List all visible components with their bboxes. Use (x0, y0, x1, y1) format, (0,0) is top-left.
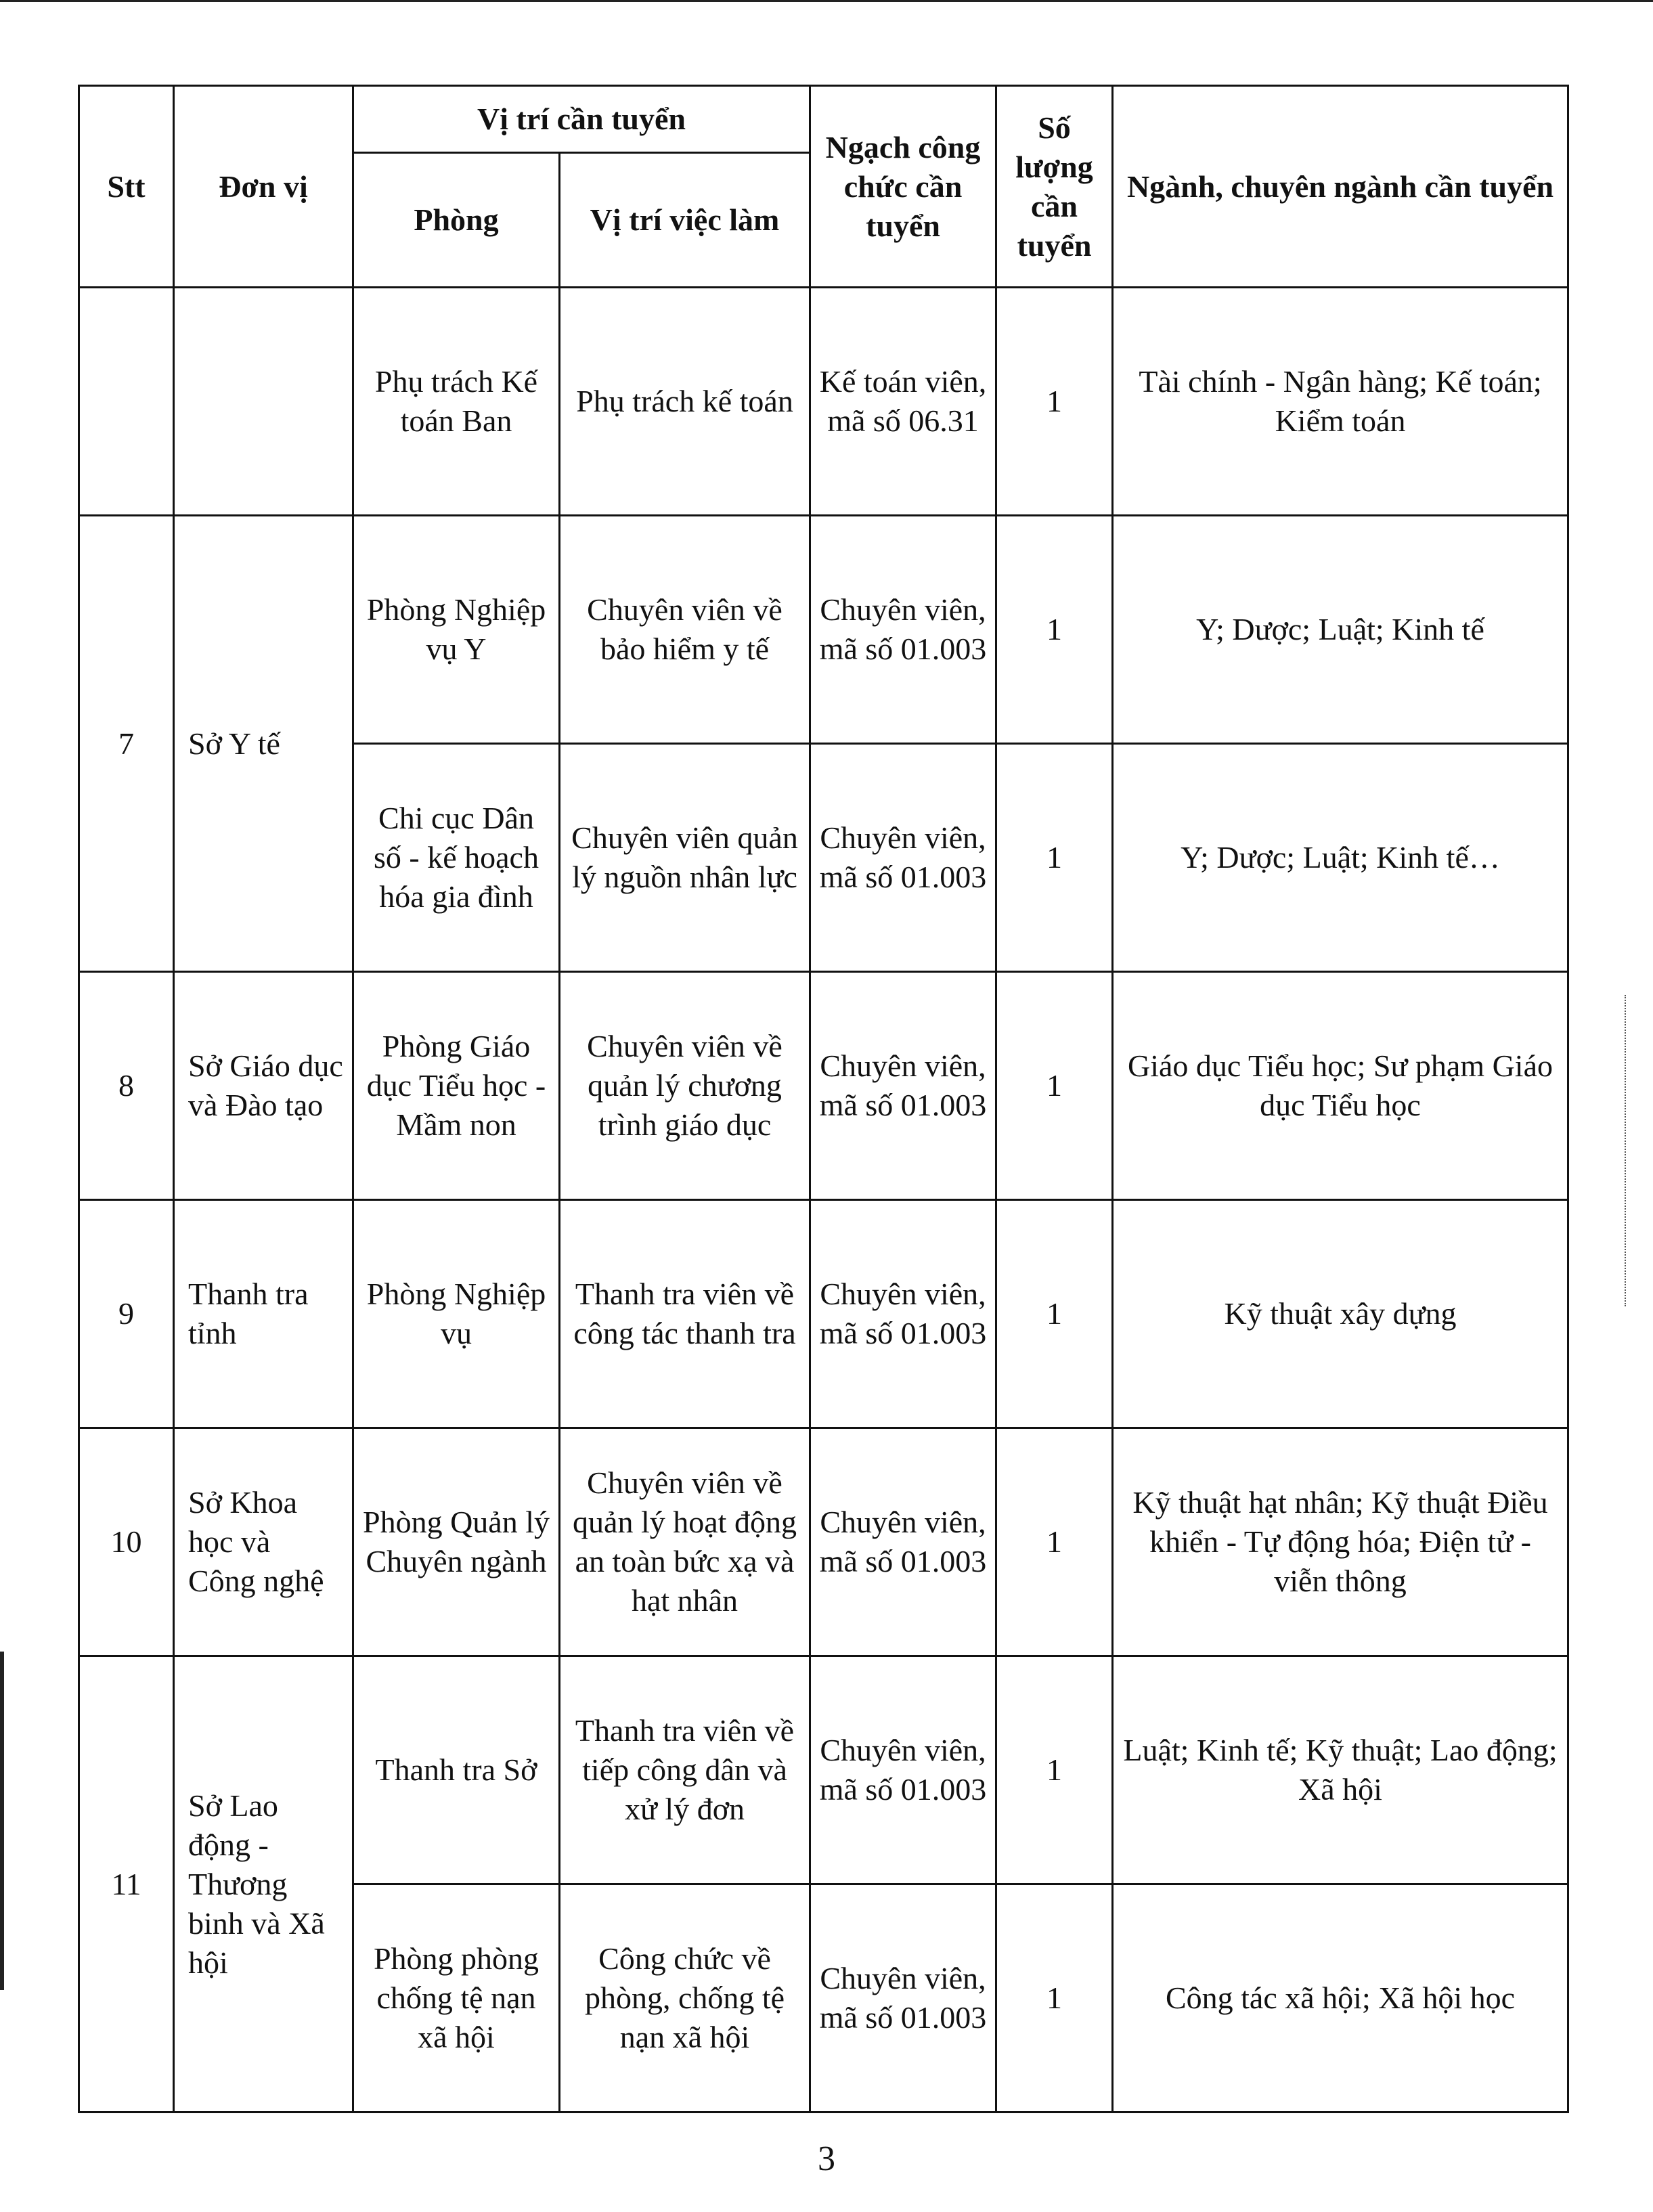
cell-vi-tri: Chuyên viên quản lý nguồn nhân lực (560, 744, 810, 972)
cell-vi-tri: Chuyên viên về bảo hiểm y tế (560, 516, 810, 744)
cell-phong: Phòng Quản lý Chuyên ngành (353, 1428, 560, 1656)
cell-nganh: Công tác xã hội; Xã hội học (1113, 1884, 1568, 2113)
recruitment-table (78, 85, 1569, 2113)
cell-phong: Phòng Giáo dục Tiểu học - Mầm non (353, 972, 560, 1200)
cell-ngach: Chuyên viên, mã số 01.003 (810, 972, 996, 1200)
header-vi-tri-can-tuyen: Vị trí cần tuyển (353, 86, 810, 153)
cell-nganh: Y; Dược; Luật; Kinh tế… (1113, 744, 1568, 972)
cell-so-luong: 1 (996, 1428, 1113, 1656)
top-border-line (0, 0, 1653, 2)
cell-vi-tri: Thanh tra viên về tiếp công dân và xử lý đơn (560, 1656, 810, 1884)
cell-nganh: Giáo dục Tiểu học; Sư phạm Giáo dục Tiểu học (1113, 972, 1568, 1200)
table-row (79, 516, 1568, 744)
table-row (79, 1200, 1568, 1428)
cell-vi-tri: Chuyên viên về quản lý hoạt động an toàn bức xạ và hạt nhân (560, 1428, 810, 1656)
cell-phong: Phòng Nghiệp vụ (353, 1200, 560, 1428)
header-don-vi: Đơn vị (174, 86, 353, 288)
cell-don-vi: Sở Khoa học và Công nghệ (174, 1428, 353, 1656)
cell-don-vi: Sở Y tế (174, 516, 353, 972)
header-row-1 (79, 86, 1568, 153)
table-row (79, 972, 1568, 1200)
cell-phong: Phòng phòng chống tệ nạn xã hội (353, 1884, 560, 2113)
cell-nganh: Luật; Kinh tế; Kỹ thuật; Lao động; Xã hội (1113, 1656, 1568, 1884)
cell-ngach: Chuyên viên, mã số 01.003 (810, 1884, 996, 2113)
header-phong: Phòng (353, 153, 560, 288)
cell-nganh: Y; Dược; Luật; Kinh tế (1113, 516, 1568, 744)
cell-don-vi: Thanh tra tỉnh (174, 1200, 353, 1428)
cell-phong: Phụ trách Kế toán Ban (353, 288, 560, 516)
cell-vi-tri: Phụ trách kế toán (560, 288, 810, 516)
cell-don-vi (174, 288, 353, 516)
cell-so-luong: 1 (996, 288, 1113, 516)
cell-stt: 10 (79, 1428, 174, 1656)
cell-phong: Thanh tra Sở (353, 1656, 560, 1884)
header-stt: Stt (79, 86, 174, 288)
margin-handwriting (1625, 995, 1639, 1306)
cell-so-luong: 1 (996, 972, 1113, 1200)
cell-ngach: Chuyên viên, mã số 01.003 (810, 1656, 996, 1884)
table-row (79, 1428, 1568, 1656)
left-edge-mark (0, 1652, 4, 1990)
cell-vi-tri: Công chức về phòng, chống tệ nạn xã hội (560, 1884, 810, 2113)
cell-ngach: Chuyên viên, mã số 01.003 (810, 1200, 996, 1428)
table-row (79, 288, 1568, 516)
header-ngach: Ngạch công chức cần tuyển (810, 86, 996, 288)
cell-phong: Chi cục Dân số - kế hoạch hóa gia đình (353, 744, 560, 972)
cell-phong: Phòng Nghiệp vụ Y (353, 516, 560, 744)
header-so-luong: Số lượng cần tuyển (996, 86, 1113, 288)
cell-so-luong: 1 (996, 1200, 1113, 1428)
cell-stt: 11 (79, 1656, 174, 2113)
table-row (79, 1656, 1568, 1884)
cell-ngach: Kế toán viên, mã số 06.31 (810, 288, 996, 516)
cell-ngach: Chuyên viên, mã số 01.003 (810, 744, 996, 972)
cell-stt: 7 (79, 516, 174, 972)
cell-vi-tri: Thanh tra viên về công tác thanh tra (560, 1200, 810, 1428)
cell-stt: 8 (79, 972, 174, 1200)
cell-so-luong: 1 (996, 1884, 1113, 2113)
cell-don-vi: Sở Giáo dục và Đào tạo (174, 972, 353, 1200)
cell-vi-tri: Chuyên viên về quản lý chương trình giáo dục (560, 972, 810, 1200)
cell-nganh: Kỹ thuật hạt nhân; Kỹ thuật Điều khiển - Tự động hóa; Điện tử - viễn thông (1113, 1428, 1568, 1656)
cell-nganh: Kỹ thuật xây dựng (1113, 1200, 1568, 1428)
recruitment-table-container (78, 85, 1567, 2113)
cell-so-luong: 1 (996, 744, 1113, 972)
cell-so-luong: 1 (996, 1656, 1113, 1884)
page-number: 3 (818, 2140, 835, 2178)
header-vi-tri-viec-lam: Vị trí việc làm (560, 153, 810, 288)
header-nganh: Ngành, chuyên ngành cần tuyển (1113, 86, 1568, 288)
cell-nganh: Tài chính - Ngân hàng; Kế toán; Kiểm toán (1113, 288, 1568, 516)
cell-don-vi: Sở Lao động - Thương binh và Xã hội (174, 1656, 353, 2113)
cell-stt (79, 288, 174, 516)
cell-ngach: Chuyên viên, mã số 01.003 (810, 516, 996, 744)
cell-stt: 9 (79, 1200, 174, 1428)
cell-so-luong: 1 (996, 516, 1113, 744)
cell-ngach: Chuyên viên, mã số 01.003 (810, 1428, 996, 1656)
